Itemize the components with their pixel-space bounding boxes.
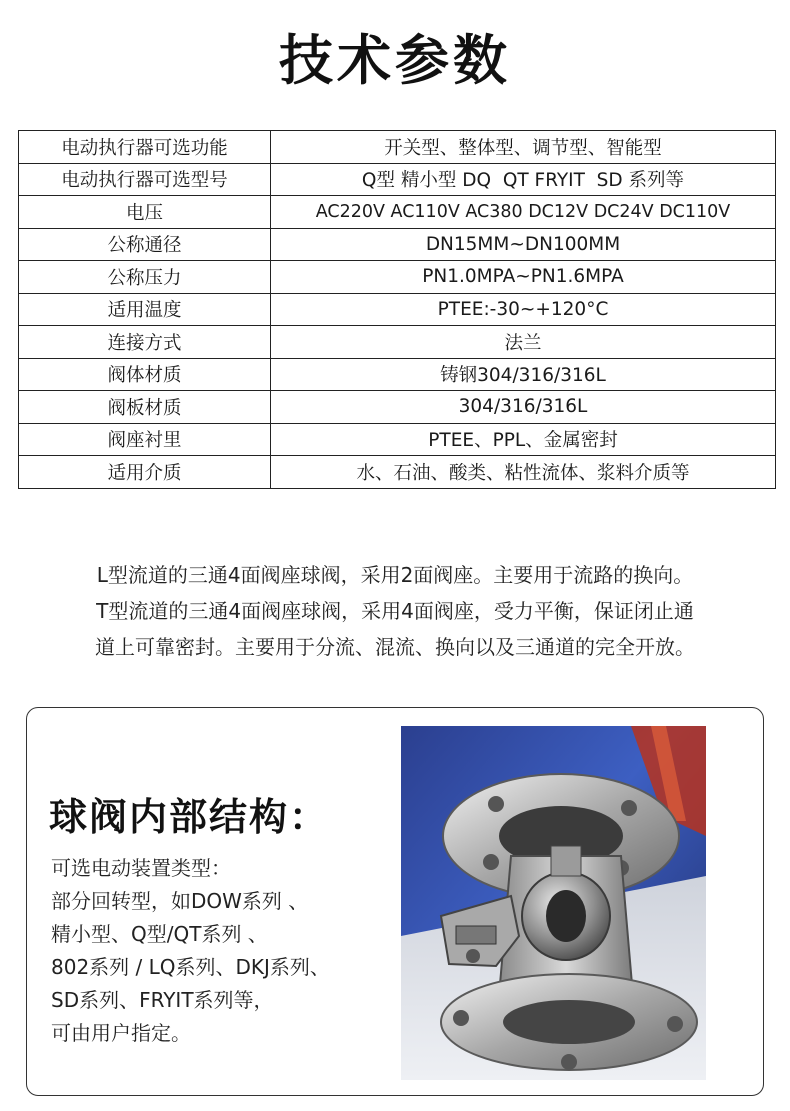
description-line: L型流道的三通4面阀座球阀，采用2面阀座。主要用于流路的换向。 xyxy=(96,563,694,587)
spec-label: 阀座衬里 xyxy=(19,423,271,456)
spec-value: PTEE:-30~+120°C xyxy=(271,293,776,326)
spec-label: 阀板材质 xyxy=(19,391,271,424)
spec-value: 铸钢304/316/316L xyxy=(271,358,776,391)
spec-value: AC220V AC110V AC380 DC12V DC24V DC110V xyxy=(271,196,776,229)
structure-line: 802系列 / LQ系列、DKJ系列、 xyxy=(51,955,330,979)
structure-panel xyxy=(26,707,764,1096)
table-row xyxy=(19,196,776,229)
structure-line: 可选电动装置类型： xyxy=(51,856,231,880)
spec-value: PTEE、PPL、金属密封 xyxy=(271,423,776,456)
spec-value: PN1.0MPA~PN1.6MPA xyxy=(271,261,776,294)
spec-value: Q型 精小型 DQ QT FRYIT SD 系列等 xyxy=(271,163,776,196)
table-row xyxy=(19,261,776,294)
spec-label: 适用温度 xyxy=(19,293,271,326)
spec-value: 水、石油、酸类、粘性流体、浆料介质等 xyxy=(271,456,776,489)
structure-line: SD系列、FRYIT系列等， xyxy=(51,988,274,1012)
table-row xyxy=(19,456,776,489)
spec-label: 适用介质 xyxy=(19,456,271,489)
description-line: 道上可靠密封。主要用于分流、混流、换向以及三通道的完全开放。 xyxy=(95,635,695,659)
spec-label: 电动执行器可选型号 xyxy=(19,163,271,196)
spec-label: 电压 xyxy=(19,196,271,229)
table-row xyxy=(19,293,776,326)
table-row xyxy=(19,163,776,196)
ball-valve-cutaway-photo xyxy=(401,726,706,1080)
table-row xyxy=(19,423,776,456)
spec-label: 电动执行器可选功能 xyxy=(19,131,271,164)
spec-label: 连接方式 xyxy=(19,326,271,359)
spec-label: 阀体材质 xyxy=(19,358,271,391)
spec-value: 开关型、整体型、调节型、智能型 xyxy=(271,131,776,164)
spec-table xyxy=(18,130,776,489)
table-row xyxy=(19,228,776,261)
table-row xyxy=(19,131,776,164)
spec-value: 304/316/316L xyxy=(271,391,776,424)
structure-description xyxy=(51,852,330,1050)
structure-line: 部分回转型，如DOW系列 、 xyxy=(51,889,309,913)
description-line: T型流道的三通4面阀座球阀，采用4面阀座，受力平衡，保证闭止通 xyxy=(96,599,694,623)
structure-line: 可由用户指定。 xyxy=(51,1021,191,1045)
structure-line: 精小型、Q型/QT系列 、 xyxy=(51,922,268,946)
spec-label: 公称压力 xyxy=(19,261,271,294)
description-paragraph xyxy=(0,557,790,665)
table-row xyxy=(19,326,776,359)
structure-title: 球阀内部结构： xyxy=(49,795,330,839)
table-row xyxy=(19,391,776,424)
table-row xyxy=(19,358,776,391)
spec-value: 法兰 xyxy=(271,326,776,359)
page-title: 技术参数 xyxy=(279,29,511,92)
spec-label: 公称通径 xyxy=(19,228,271,261)
spec-value: DN15MM~DN100MM xyxy=(271,228,776,261)
